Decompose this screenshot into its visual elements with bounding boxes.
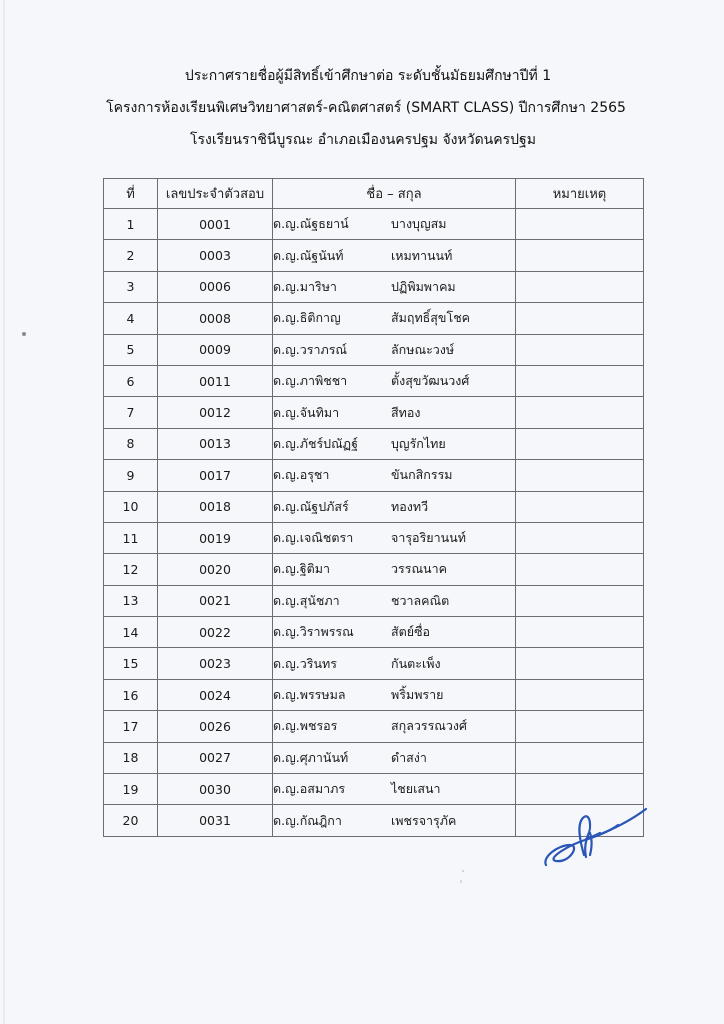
column-header-exam-id: เลขประจำตัวสอบ [158,179,273,209]
student-last-name: สกุลวรรณวงศ์ [391,718,467,734]
student-name [273,522,516,553]
student-last-name: สัตย์ซื่อ [391,624,431,640]
student-last-name: เพชรจารุภัค [391,812,457,828]
table-row [104,617,644,648]
exam-id: 0031 [158,805,273,836]
row-number: 13 [104,585,158,616]
remark [516,271,644,302]
table-row [104,303,644,334]
student-first-name: ด.ญ.ณัฐธยาน์ [273,216,349,232]
row-number: 20 [104,805,158,836]
student-last-name: สัมฤทธิ์สุขโชค [391,310,471,326]
row-number: 6 [104,365,158,396]
table-body [104,209,644,837]
student-first-name: ด.ญ.กัณฎิกา [273,812,342,828]
row-number: 10 [104,491,158,522]
signature-stroke [586,809,646,855]
student-name [273,365,516,396]
exam-id: 0003 [158,240,273,271]
row-number: 14 [104,617,158,648]
remark [516,585,644,616]
table-row [104,240,644,271]
student-name [273,585,516,616]
exam-id: 0017 [158,460,273,491]
student-name [273,209,516,240]
remark [516,617,644,648]
student-first-name: ด.ญ.วิราพรรณ [273,624,354,640]
student-first-name: ด.ญ.เจณิชตรา [273,530,354,546]
row-number: 15 [104,648,158,679]
exam-id: 0012 [158,397,273,428]
table-row [104,209,644,240]
student-last-name: ทองทวี [391,498,429,514]
student-first-name: ด.ญ.อรุชา [273,467,330,483]
student-first-name: ด.ญ.ณัฐปภัสร์ [273,498,349,514]
remark [516,679,644,710]
remark [516,428,644,459]
remark [516,334,644,365]
student-name [273,460,516,491]
table-row [104,428,644,459]
row-number: 9 [104,460,158,491]
remark [516,522,644,553]
student-name [273,334,516,365]
exam-id: 0026 [158,711,273,742]
student-name [273,742,516,773]
student-name [273,428,516,459]
student-first-name: ด.ญ.มาริษา [273,278,337,294]
table-header-row [104,179,644,209]
student-first-name: ด.ญ.ธิติกาญ [273,310,341,326]
student-first-name: ด.ญ.ฐิติมา [273,561,330,577]
exam-id: 0013 [158,428,273,459]
student-last-name: จารุอริยานนท์ [391,530,466,546]
table-row [104,460,644,491]
row-number: 3 [104,271,158,302]
student-first-name: ด.ญ.วราภรณ์ [273,341,348,357]
student-last-name: บางบุญสม [391,216,447,232]
exam-id: 0011 [158,365,273,396]
student-last-name: ชวาลคณิต [391,592,450,608]
student-name [273,774,516,805]
student-last-name: บุญรักไทย [391,435,446,451]
column-header-no: ที่ [104,179,158,209]
student-name [273,303,516,334]
exam-id: 0008 [158,303,273,334]
scan-speck [462,870,464,872]
student-name [273,554,516,585]
row-number: 12 [104,554,158,585]
exam-id: 0001 [158,209,273,240]
student-name [273,271,516,302]
student-last-name: พริ้มพราย [391,687,444,703]
student-name [273,240,516,271]
program-title: โครงการห้องเรียนพิเศษวิทยาศาสตร์-คณิตศาสตร์ (SMART CLASS) ปีการศึกษา 2565 [106,100,626,116]
remark [516,554,644,585]
student-last-name: ไชยเสนา [391,781,441,797]
remark [516,742,644,773]
student-name [273,617,516,648]
exam-id: 0021 [158,585,273,616]
row-number: 7 [104,397,158,428]
student-name [273,679,516,710]
exam-id: 0030 [158,774,273,805]
student-name [273,711,516,742]
table-row [104,334,644,365]
table-row [104,648,644,679]
remark [516,303,644,334]
signature-stroke [579,816,590,857]
exam-id: 0006 [158,271,273,302]
table-row [104,742,644,773]
row-number: 18 [104,742,158,773]
student-first-name: ด.ญ.ศุภานันท์ [273,749,349,765]
student-last-name: ลักษณะวงษ์ [391,341,455,357]
student-last-name: สีทอง [391,404,421,420]
table-row [104,774,644,805]
exam-id: 0022 [158,617,273,648]
student-last-name: เหมทานนท์ [391,247,453,263]
student-first-name: ด.ญ.ภัชร์ปณัฏฐ์ [273,435,358,451]
student-first-name: ด.ญ.สุนัชภา [273,592,340,608]
exam-id: 0018 [158,491,273,522]
table-row [104,365,644,396]
remark [516,774,644,805]
remark [516,711,644,742]
student-roster-table [103,178,644,837]
row-number: 2 [104,240,158,271]
document-header [0,60,724,156]
table-row [104,397,644,428]
exam-id: 0019 [158,522,273,553]
exam-id: 0009 [158,334,273,365]
announcement-title: ประกาศรายชื่อผู้มีสิทธิ์เข้าศึกษาต่อ ระดับชั้นมัธยมศึกษาปีที่ 1 [184,68,552,84]
table-row [104,271,644,302]
column-header-name: ชื่อ – สกุล [273,179,516,209]
exam-id: 0023 [158,648,273,679]
scan-speck [460,880,462,883]
column-header-remark: หมายเหตุ [516,179,644,209]
table-row [104,585,644,616]
student-last-name: ขันกสิกรรม [391,467,453,483]
student-last-name: ดำสง่า [391,749,427,765]
row-number: 4 [104,303,158,334]
student-first-name: ด.ญ.จันทิมา [273,404,340,420]
exam-id: 0027 [158,742,273,773]
row-number: 1 [104,209,158,240]
student-first-name: ด.ญ.อสมาภร [273,781,346,797]
remark [516,491,644,522]
student-first-name: ด.ญ.ณัฐนันท์ [273,247,344,263]
scan-speck [22,332,26,336]
student-name [273,397,516,428]
exam-id: 0020 [158,554,273,585]
student-first-name: ด.ญ.วรินทร [273,655,337,671]
signature [540,805,650,875]
table-row [104,522,644,553]
school-location: โรงเรียนราชินีบูรณะ อำเภอเมืองนครปฐม จังหวัดนครปฐม [190,132,536,148]
remark [516,209,644,240]
table-row [104,491,644,522]
row-number: 19 [104,774,158,805]
row-number: 17 [104,711,158,742]
remark [516,240,644,271]
student-last-name: วรรณนาค [391,561,447,577]
row-number: 11 [104,522,158,553]
student-name [273,491,516,522]
exam-id: 0024 [158,679,273,710]
table-row [104,711,644,742]
student-first-name: ด.ญ.พชรอร [273,718,338,734]
remark [516,397,644,428]
row-number: 5 [104,334,158,365]
remark [516,648,644,679]
student-last-name: กันตะเพ็ง [391,655,441,671]
row-number: 16 [104,679,158,710]
student-last-name: ปฏิพิมพาคม [391,278,456,294]
remark [516,365,644,396]
remark [516,460,644,491]
student-name [273,648,516,679]
table-row [104,679,644,710]
row-number: 8 [104,428,158,459]
student-name [273,805,516,836]
table-row [104,554,644,585]
student-last-name: ตั้งสุขวัฒนวงศ์ [391,373,470,389]
student-first-name: ด.ญ.ภาพิชชา [273,373,348,389]
student-first-name: ด.ญ.พรรษมล [273,687,346,703]
